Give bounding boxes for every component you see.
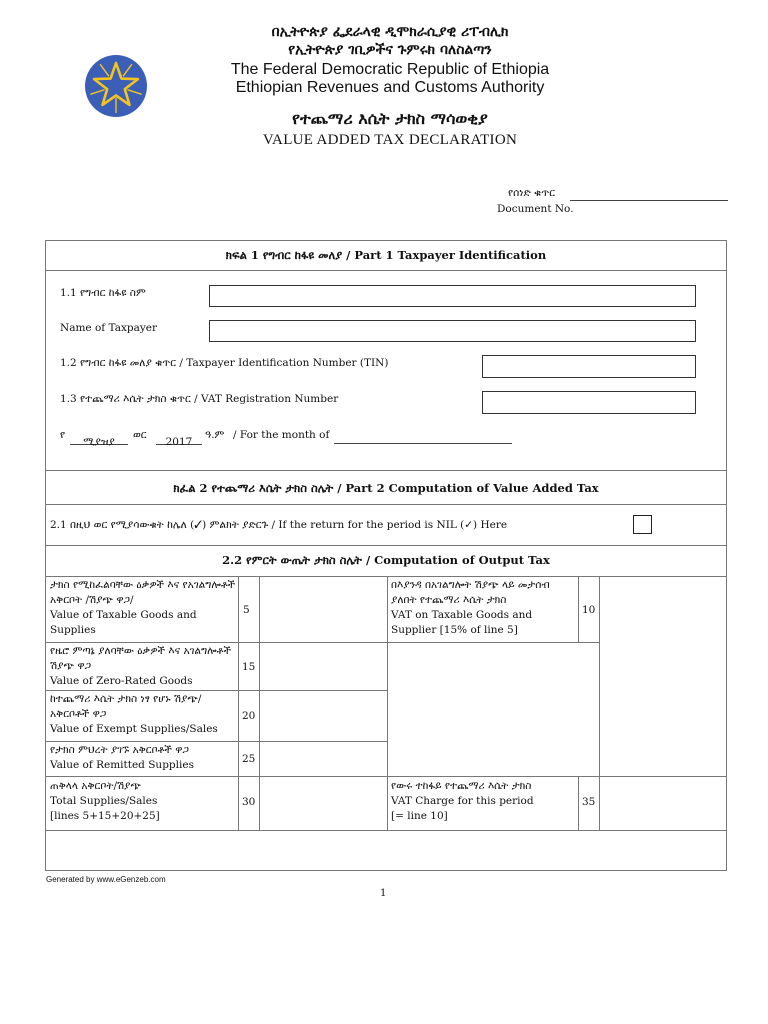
grid-line (238, 576, 239, 830)
row-35-line-number: 35 (582, 796, 596, 808)
row-35-value-cell[interactable] (600, 777, 726, 829)
month-of-field[interactable] (334, 430, 512, 444)
page-number: 1 (380, 888, 387, 899)
divider (45, 545, 727, 546)
document-no-field[interactable] (570, 187, 728, 201)
row-25-english: Value of Remitted Supplies (50, 759, 194, 771)
output-tax-heading: 2.2 የምርት ውጤት ታክስ ስሌት / Computation of Output Tax (222, 553, 550, 567)
row-5-english: Value of Taxable Goods and Supplies (50, 609, 197, 636)
period-prefix: የ (60, 429, 66, 441)
period-month-word: ወር (133, 429, 147, 441)
row-35-amharic: የውሩ ተከፋይ የተጨማሪ እሴት ታክስ (391, 780, 532, 792)
row-25-line-number: 25 (242, 753, 256, 765)
row-10-english: VAT on Taxable Goods and Supplier [15% of line 5] (391, 609, 533, 636)
row-30-amharic: ጠቅላላ አቅርቦት/ሽያጭ (50, 780, 141, 792)
row-5-line-number: 5 (243, 604, 250, 616)
row-25-value-cell[interactable] (260, 742, 386, 775)
tin-input[interactable] (482, 355, 696, 378)
header-english-line2: Ethiopian Revenues and Customs Authority (235, 79, 545, 96)
row-20-description (50, 692, 236, 737)
document-no-label-english: Document No. (497, 203, 574, 215)
document-no-label-amharic: የሰነድ ቁጥር (508, 187, 555, 199)
row-15-english: Value of Zero-Rated Goods (50, 675, 193, 687)
row-30-english: Total Supplies/Sales (50, 795, 158, 807)
grid-line (387, 576, 388, 830)
grid-line (578, 576, 579, 642)
row-35-english: VAT Charge for this period (391, 795, 534, 807)
period-year-word: ዓ.ም (205, 429, 225, 441)
row-25-amharic: የታክስ ምህረት ያገኙ አቅርቦቶች ዋጋ (50, 744, 189, 756)
generated-by-text: Generated by www.eGenzeb.com (46, 875, 166, 884)
row-5-description (50, 578, 236, 638)
taxpayer-name-label-amharic: 1.1 የግብር ከፋዩ ስም (60, 287, 146, 299)
part2-heading: ክፈል 2 የተጨማሪ እሴት ታክስ ስሌት / Part 2 Computation of Value Added Tax (173, 481, 599, 495)
grid-line (387, 642, 599, 643)
row-20-english: Value of Exempt Supplies/Sales (50, 723, 218, 735)
row-20-value-cell[interactable] (260, 691, 386, 740)
row-10-line-number: 10 (582, 604, 596, 616)
row-20-amharic: ከተጨማሪ እሴት ታክስ ነፃ የሆኑ ሽያጭ/ አቅርቦቶች ዋጋ (50, 693, 202, 720)
row-30-line-number: 30 (242, 796, 256, 808)
grid-line (45, 830, 727, 831)
row-15-description (50, 644, 236, 689)
taxpayer-name-label-english: Name of Taxpayer (60, 322, 158, 334)
row-25-description (50, 743, 236, 773)
row-30-value-cell[interactable] (260, 777, 386, 829)
row-20-line-number: 20 (242, 710, 256, 722)
divider (45, 470, 727, 471)
row-10-value-cell[interactable] (600, 577, 726, 641)
header-amharic-line1: በኢትዮጵያ ፌደራላዊ ዲሞክራሲያዊ ሪፐብሊክ (271, 24, 509, 40)
vat-registration-input[interactable] (482, 391, 696, 414)
row-15-amharic: የዜሮ ምጣኔ ያለባቸው ዕቃዎች እና አገልግሎቶች ሽያጭ ዋጋ (50, 645, 231, 672)
row-10-description (391, 578, 577, 638)
row-30-english-formula: [lines 5+15+20+25] (50, 810, 160, 822)
taxpayer-name-input[interactable] (209, 285, 696, 307)
row-5-amharic: ታክስ የሚከፈልባቸው ዕቃዎች እና የአገልግሎቶች አቅርቦት /ሽያጭ ዋጋ/ (50, 579, 236, 606)
tin-label: 1.2 የግብር ከፋዩ መለያ ቁጥር / Taxpayer Identification Number (TIN) (60, 357, 389, 369)
divider (45, 270, 727, 271)
part1-heading: ክፍል 1 የግብር ከፋዩ መለያ / Part 1 Taxpayer Identification (225, 248, 547, 262)
divider (45, 504, 727, 505)
row-15-line-number: 15 (242, 661, 256, 673)
ethiopia-emblem-icon (84, 54, 148, 118)
period-english-label: / For the month of (233, 429, 330, 441)
row-30-description (50, 779, 236, 824)
row-5-value-cell[interactable] (260, 577, 386, 641)
taxpayer-name-input-2[interactable] (209, 320, 696, 342)
period-month-field[interactable]: ሚያዝያ (70, 430, 128, 445)
form-title-english: VALUE ADDED TAX DECLARATION (262, 132, 518, 148)
row-10-amharic: በእያንዳ በአገልግሎት ሽያጭ ላይ መታሰብ ያለበት የተጨማሪ እሴት ታክስ (391, 579, 550, 606)
nil-return-checkbox[interactable] (633, 515, 652, 534)
form-title-amharic: የተጨማሪ እሴት ታክስ ማሳወቂያ (292, 109, 488, 128)
row-35-description (391, 779, 577, 824)
row-35-english-formula: [= line 10] (391, 810, 448, 822)
period-year-field[interactable]: 2017 (156, 430, 202, 445)
header-english-line1: The Federal Democratic Republic of Ethiopia (230, 61, 550, 78)
vat-registration-label: 1.3 የተጨማሪ እሴት ታክስ ቁጥር / VAT Registration Number (60, 393, 339, 405)
row-15-value-cell[interactable] (260, 643, 386, 689)
grid-line (578, 776, 579, 830)
header-amharic-line2: የኢትዮጵያ ገቢዎችና ጉምሩክ ባለስልጣን (288, 42, 492, 58)
nil-return-label: 2.1 በዚህ ወር የሚያሳውቁት ከሌለ (✓) ምልክት ያድርጉ / If the return for the period is NIL (✓) Here (50, 519, 508, 531)
